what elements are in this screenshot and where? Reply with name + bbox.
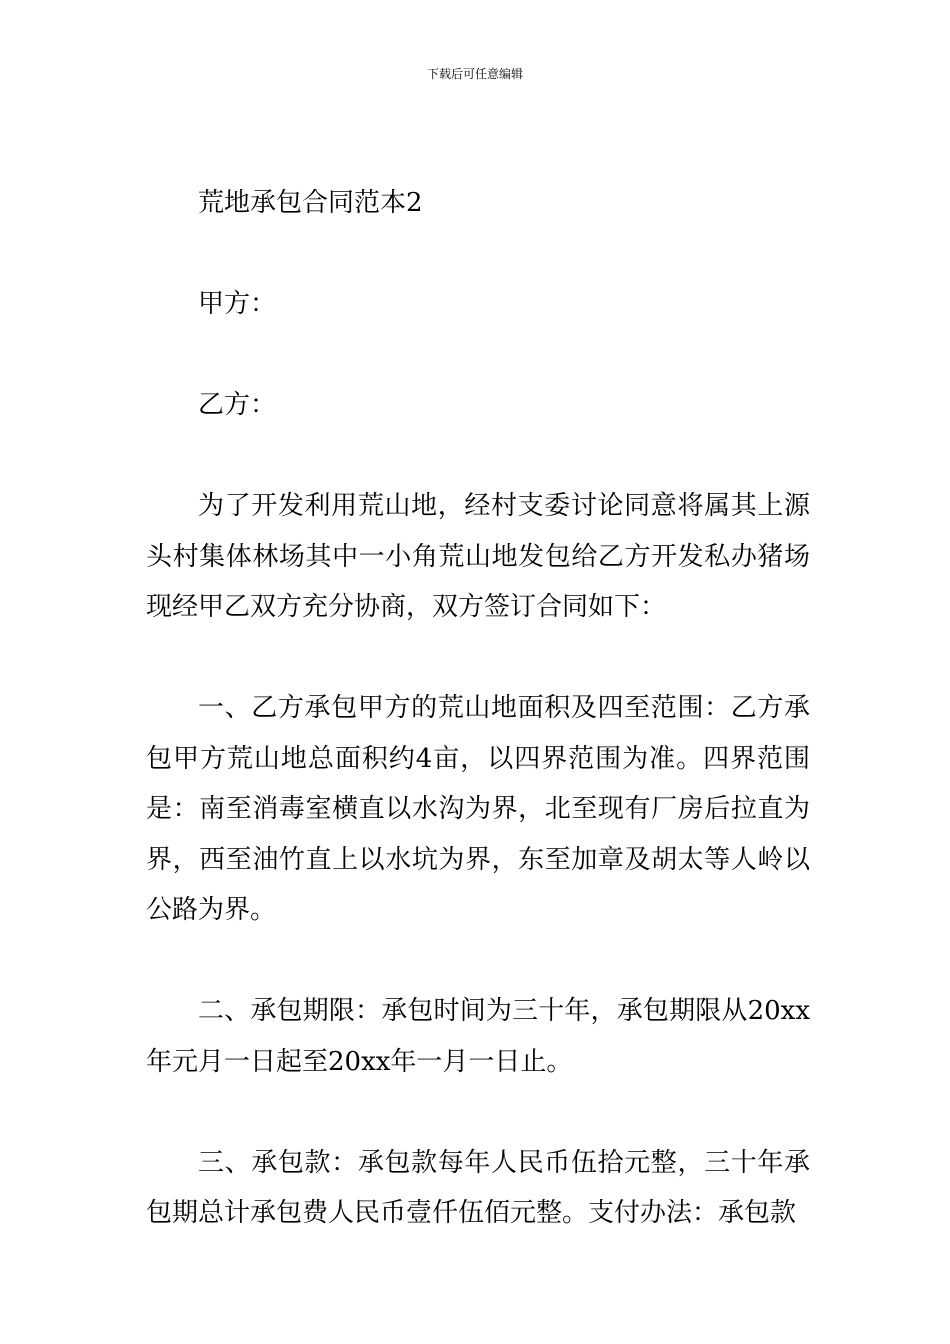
paragraph-clause-3: 三、承包款：承包款每年人民币伍拾元整，三十年承包期总计承包费人民币壹仟伍佰元整。支付办法：承包款 xyxy=(146,1147,810,1228)
spacer xyxy=(146,229,810,280)
header-note: 下载后可任意编辑 xyxy=(426,67,523,81)
party-a-label: 甲方： xyxy=(198,289,277,319)
spacer xyxy=(146,431,810,482)
spacer xyxy=(146,330,810,381)
paragraph-intro: 为了开发利用荒山地，经村支委讨论同意将属其上源头村集体林场其中一小角荒山地发包给乙方开发私办猪场现经甲乙双方充分协商，双方签订合同如下： xyxy=(146,491,810,622)
party-b-label: 乙方： xyxy=(198,390,277,420)
paragraph-clause-1: 一、乙方承包甲方的荒山地面积及四至范围：乙方承包甲方荒山地总面积约4亩，以四界范围为准。四界范围是：南至消毒室横直以水沟为界，北至现有厂房后拉直为界，西至油竹直上以水坑为界，东至加章及胡太等人岭以公路为界。 xyxy=(146,693,810,925)
paragraph-clause-2: 二、承包期限：承包时间为三十年，承包期限从20xx年元月一日起至20xx年一月一日止。 xyxy=(146,996,810,1077)
spacer xyxy=(146,936,810,987)
document-body xyxy=(146,178,810,1239)
document-title: 荒地承包合同范本2 xyxy=(198,188,423,218)
spacer xyxy=(146,1087,810,1138)
spacer xyxy=(146,633,810,684)
